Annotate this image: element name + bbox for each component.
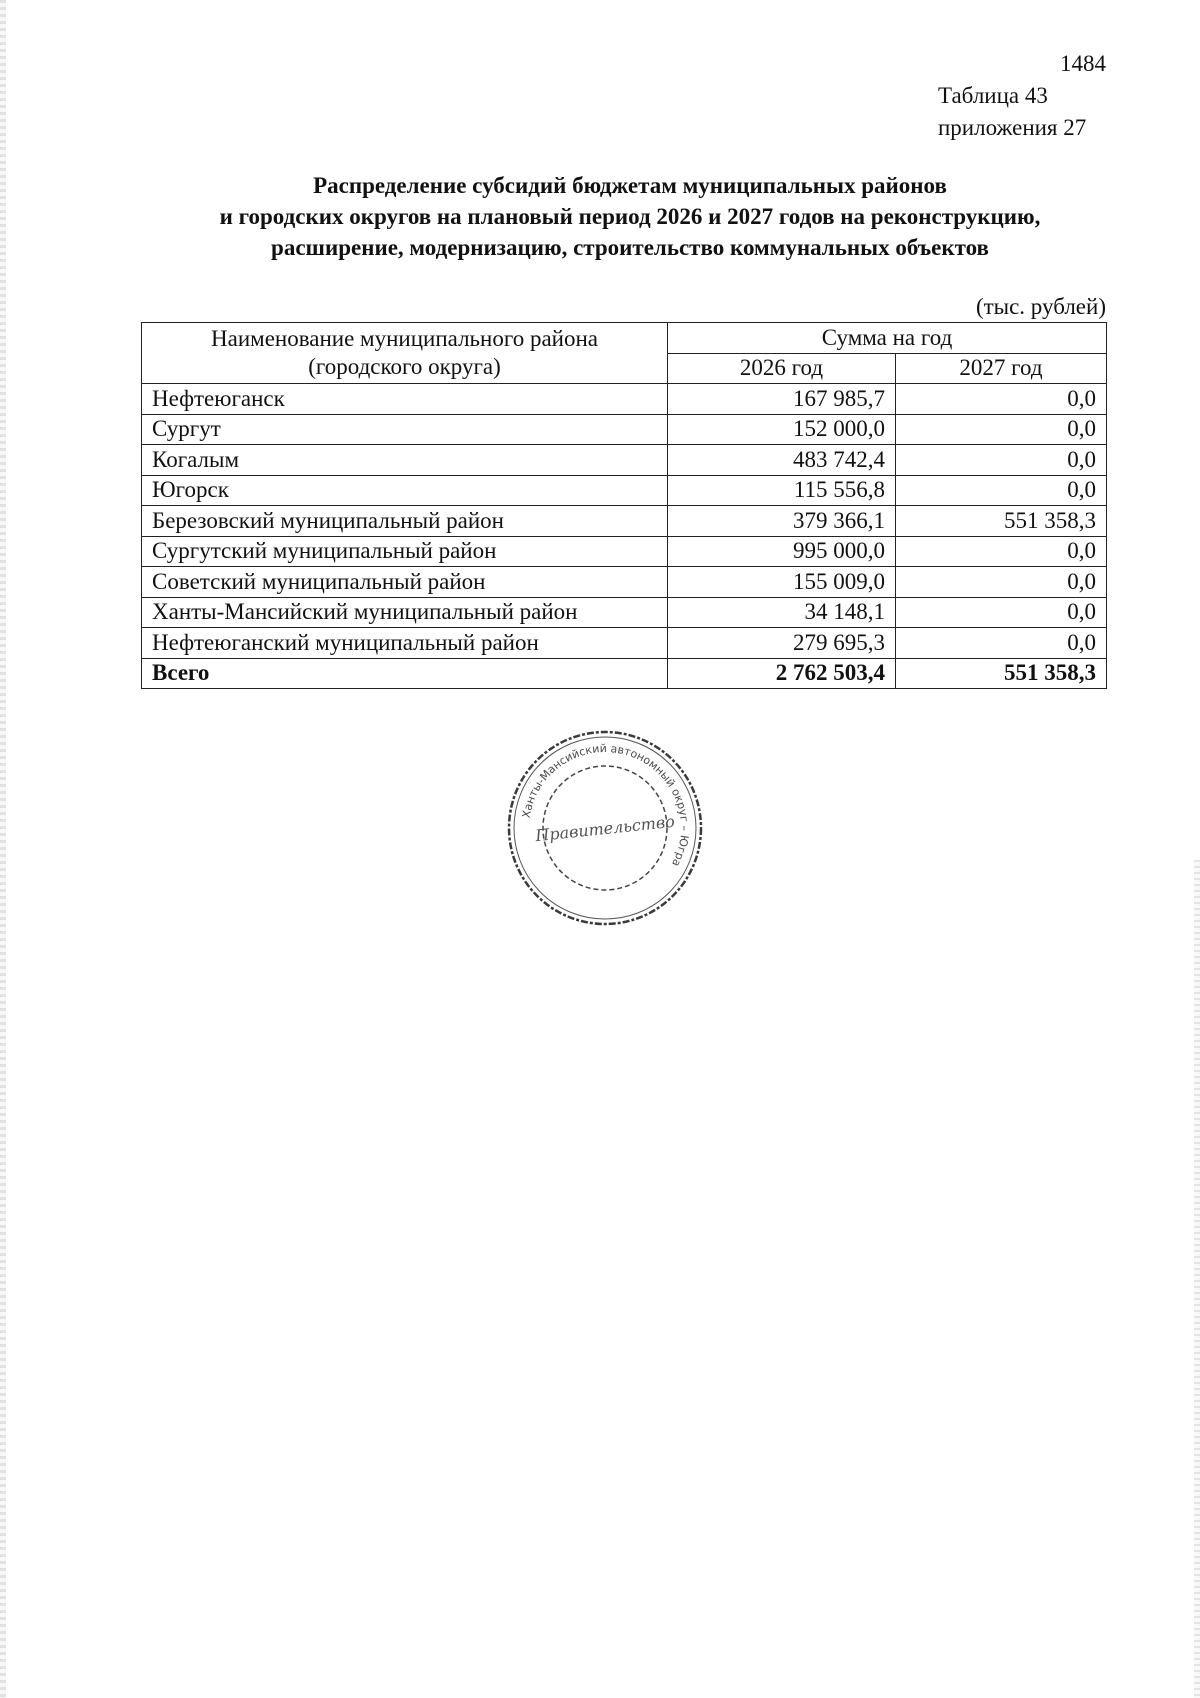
table-reference-number: Таблица 43 [938,83,1048,108]
row-2026-cell: 34 148,1 [668,597,896,628]
page-number: 1484 [1060,51,1106,76]
row-2026-cell: 379 366,1 [668,506,896,537]
row-2027-cell: 0,0 [896,536,1107,567]
table-row [142,567,1107,598]
table-row [142,475,1107,506]
row-2027-cell: 0,0 [896,567,1107,598]
table-row [142,384,1107,415]
row-2027-cell: 0,0 [896,597,1107,628]
total-name-cell: Всего [142,658,668,689]
row-2026-cell: 995 000,0 [668,536,896,567]
table-row [142,536,1107,567]
table-row [142,445,1107,476]
row-name-cell: Советский муниципальный район [142,567,668,598]
row-2027-cell: 551 358,3 [896,506,1107,537]
row-name-cell: Березовский муниципальный район [142,506,668,537]
header-name-cell [142,323,668,384]
table-row [142,414,1107,445]
total-2027-cell: 551 358,3 [896,658,1107,689]
row-2026-cell: 279 695,3 [668,628,896,659]
table-row [142,597,1107,628]
header-name-line-1: Наименование муниципального района [211,326,598,351]
row-name-cell: Нефтеюганский муниципальный район [142,628,668,659]
official-seal [505,728,705,928]
table-reference-appendix: приложения 27 [938,115,1087,140]
row-name-cell: Сургут [142,414,668,445]
row-name-cell: Нефтеюганск [142,384,668,415]
row-2027-cell: 0,0 [896,628,1107,659]
subsidy-table [141,322,1107,689]
row-2027-cell: 0,0 [896,445,1107,476]
scan-edge-right [1194,860,1200,1698]
units-note: (тыс. рублей) [975,294,1106,319]
row-name-cell: Ханты-Мансийский муниципальный район [142,597,668,628]
scan-edge-left [0,0,6,1698]
row-2027-cell: 0,0 [896,475,1107,506]
table-header-row-1 [142,323,1107,354]
seal-ring-text: Ханты-Мансийский автономный округ – Югра [519,741,692,869]
header-name-line-2: (городского округа) [308,354,501,379]
row-2026-cell: 152 000,0 [668,414,896,445]
row-2026-cell: 155 009,0 [668,567,896,598]
header-year-2027: 2027 год [896,353,1107,384]
row-name-cell: Когалым [142,445,668,476]
document-title [140,170,1120,263]
table-row [142,628,1107,659]
row-name-cell: Сургутский муниципальный район [142,536,668,567]
title-line-2: и городских округов на плановый период 2026 и 2027 годов на реконструкцию, [219,204,1041,229]
row-2026-cell: 167 985,7 [668,384,896,415]
table-total-row [142,658,1107,689]
total-2026-cell: 2 762 503,4 [668,658,896,689]
row-name-cell: Югорск [142,475,668,506]
header-year-2026: 2026 год [668,353,896,384]
table-reference [938,80,1086,144]
title-line-1: Распределение субсидий бюджетам муниципальных районов [313,173,947,198]
header-sum-cell: Сумма на год [668,323,1107,354]
seal-center-text: Правительство [534,811,676,846]
title-line-3: расширение, модернизацию, строительство коммунальных объектов [271,235,989,260]
row-2027-cell: 0,0 [896,384,1107,415]
table-row [142,506,1107,537]
row-2026-cell: 483 742,4 [668,445,896,476]
row-2027-cell: 0,0 [896,414,1107,445]
row-2026-cell: 115 556,8 [668,475,896,506]
